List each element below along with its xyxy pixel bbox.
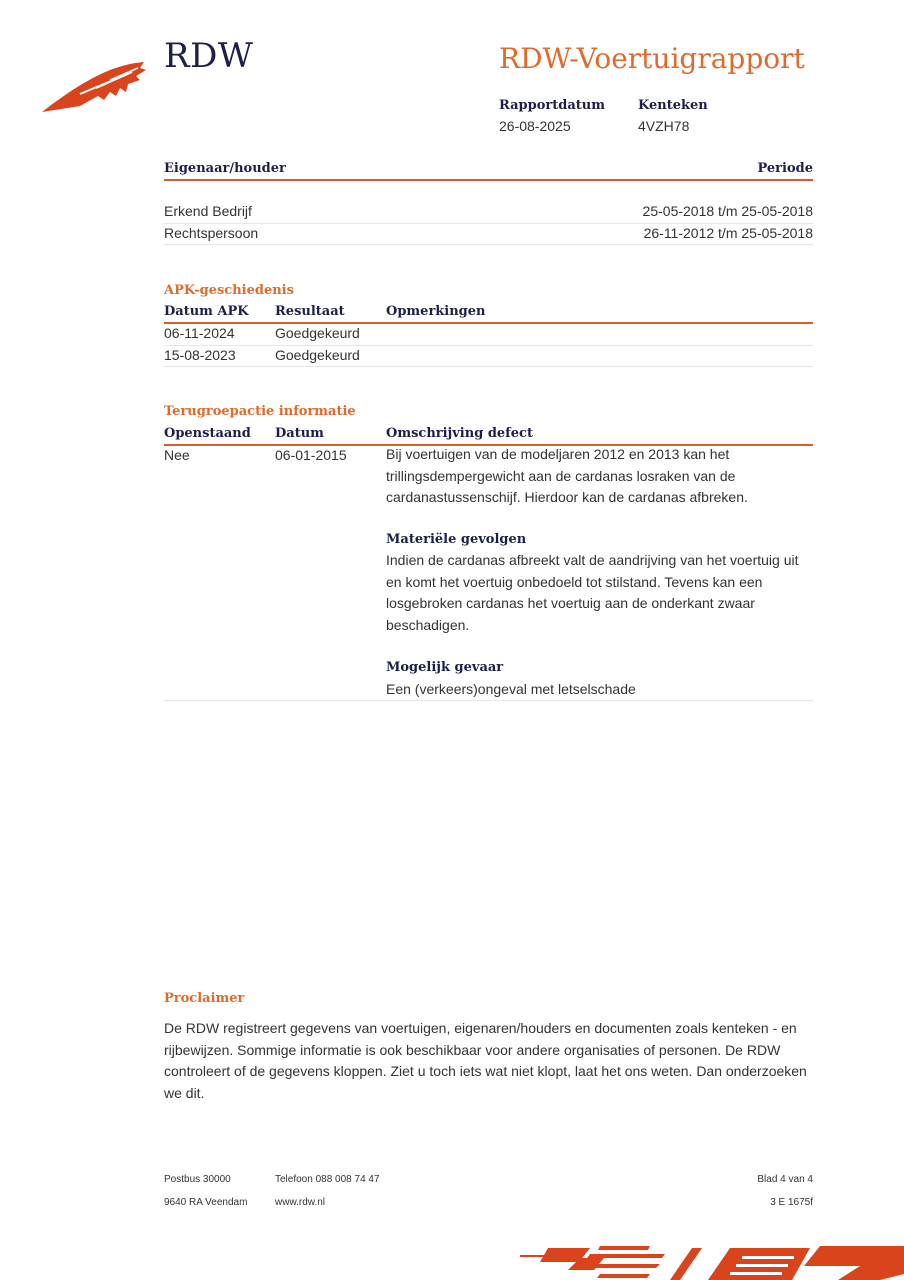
possible-danger-title: Mogelijk gevaar bbox=[386, 660, 504, 675]
material-line: en komt het voertuig onbedoeld tot stilstand. Tevens kan een bbox=[386, 573, 763, 590]
apk-col-date: Datum APK bbox=[164, 304, 249, 319]
owners-header-rule bbox=[164, 179, 813, 181]
material-line: beschadigen. bbox=[386, 616, 470, 633]
possible-danger-text: Een (verkeers)ongeval met letselschade bbox=[386, 681, 636, 697]
owner-row-2-period: 26-11-2012 t/m 25-05-2018 bbox=[643, 225, 813, 241]
description-line: Bij voertuigen van de modeljaren 2012 en 2013 kan het bbox=[386, 446, 730, 462]
recall-col-date: Datum bbox=[275, 426, 324, 441]
apk-row-2-result: Goedgekeurd bbox=[275, 347, 360, 363]
apk-row-1-date: 06-11-2024 bbox=[164, 325, 235, 341]
apk-col-result: Resultaat bbox=[275, 304, 345, 319]
material-line: Indien de cardanas afbreekt valt de aandrijving van het voertuig uit bbox=[386, 552, 799, 568]
proclaimer-line: rijbewijzen. Sommige informatie is ook beschikbaar voor andere organisaties of personen. De RDW bbox=[164, 1041, 781, 1058]
owner-row-1-period: 25-05-2018 t/m 25-05-2018 bbox=[642, 203, 813, 219]
proclaimer-text bbox=[164, 1018, 824, 1104]
logo-text: RDW bbox=[164, 36, 254, 76]
apk-col-remarks: Opmerkingen bbox=[386, 304, 486, 319]
description-line: cardanastussenschijf. Hierdoor kan de cardanas afbreken. bbox=[386, 489, 748, 505]
description-line: trillingsdempergewicht aan de cardanas losraken van de bbox=[386, 467, 736, 484]
apk-row-2-date: 15-08-2023 bbox=[164, 347, 236, 363]
report-title: RDW-Voertuigrapport bbox=[499, 42, 805, 75]
recall-col-description: Omschrijving defect bbox=[386, 426, 533, 441]
recall-section-title: Terugroepactie informatie bbox=[164, 404, 356, 419]
footer-code: 3 E 1675f bbox=[770, 1197, 813, 1208]
footer-postbus: Postbus 30000 bbox=[164, 1174, 231, 1185]
proclaimer-title: Proclaimer bbox=[164, 991, 245, 1006]
apk-row-1-result: Goedgekeurd bbox=[275, 325, 360, 341]
apk-header-rule bbox=[164, 322, 813, 324]
rapportdatum-value: 26-08-2025 bbox=[499, 118, 571, 134]
divider bbox=[164, 223, 813, 224]
footer-telefoon: Telefoon 088 008 74 47 bbox=[275, 1174, 380, 1185]
apk-section-title: APK-geschiedenis bbox=[164, 283, 294, 298]
recall-open-value: Nee bbox=[164, 447, 190, 463]
recall-date-value: 06-01-2015 bbox=[275, 447, 347, 463]
recall-col-open: Openstaand bbox=[164, 426, 251, 441]
period-column-header: Periode bbox=[757, 161, 813, 176]
divider bbox=[164, 244, 813, 245]
footer-website-link[interactable]: www.rdw.nl bbox=[275, 1197, 326, 1208]
material-consequences-text bbox=[386, 550, 816, 636]
rdw-feather-logo-icon bbox=[40, 58, 150, 114]
owner-row-1-name: Erkend Bedrijf bbox=[164, 203, 252, 219]
owner-row-2-name: Rechtspersoon bbox=[164, 225, 259, 241]
material-line: losgebroken cardanas het voertuig aan de onderkant zwaar bbox=[386, 595, 755, 611]
rdw-stripes-decoration-icon bbox=[520, 1244, 904, 1280]
kenteken-label: Kenteken bbox=[638, 98, 708, 113]
divider bbox=[164, 700, 813, 701]
material-consequences-title: Materiële gevolgen bbox=[386, 532, 527, 547]
recall-description bbox=[386, 444, 816, 509]
kenteken-value: 4VZH78 bbox=[638, 118, 690, 134]
proclaimer-line: we dit. bbox=[164, 1084, 205, 1101]
owner-column-header: Eigenaar/houder bbox=[164, 161, 286, 176]
proclaimer-line: controleert of de gegevens kloppen. Ziet u toch iets wat niet klopt, laat het ons weten. Dan onderzoeken bbox=[164, 1063, 807, 1079]
footer-page-number: Blad 4 van 4 bbox=[757, 1174, 813, 1185]
proclaimer-line: De RDW registreert gegevens van voertuigen, eigenaren/houders en documenten zoals kenteken - en bbox=[164, 1020, 797, 1036]
divider bbox=[164, 345, 813, 346]
rapportdatum-label: Rapportdatum bbox=[499, 98, 605, 113]
footer-postcode: 9640 RA Veendam bbox=[164, 1197, 248, 1208]
divider bbox=[164, 366, 813, 367]
